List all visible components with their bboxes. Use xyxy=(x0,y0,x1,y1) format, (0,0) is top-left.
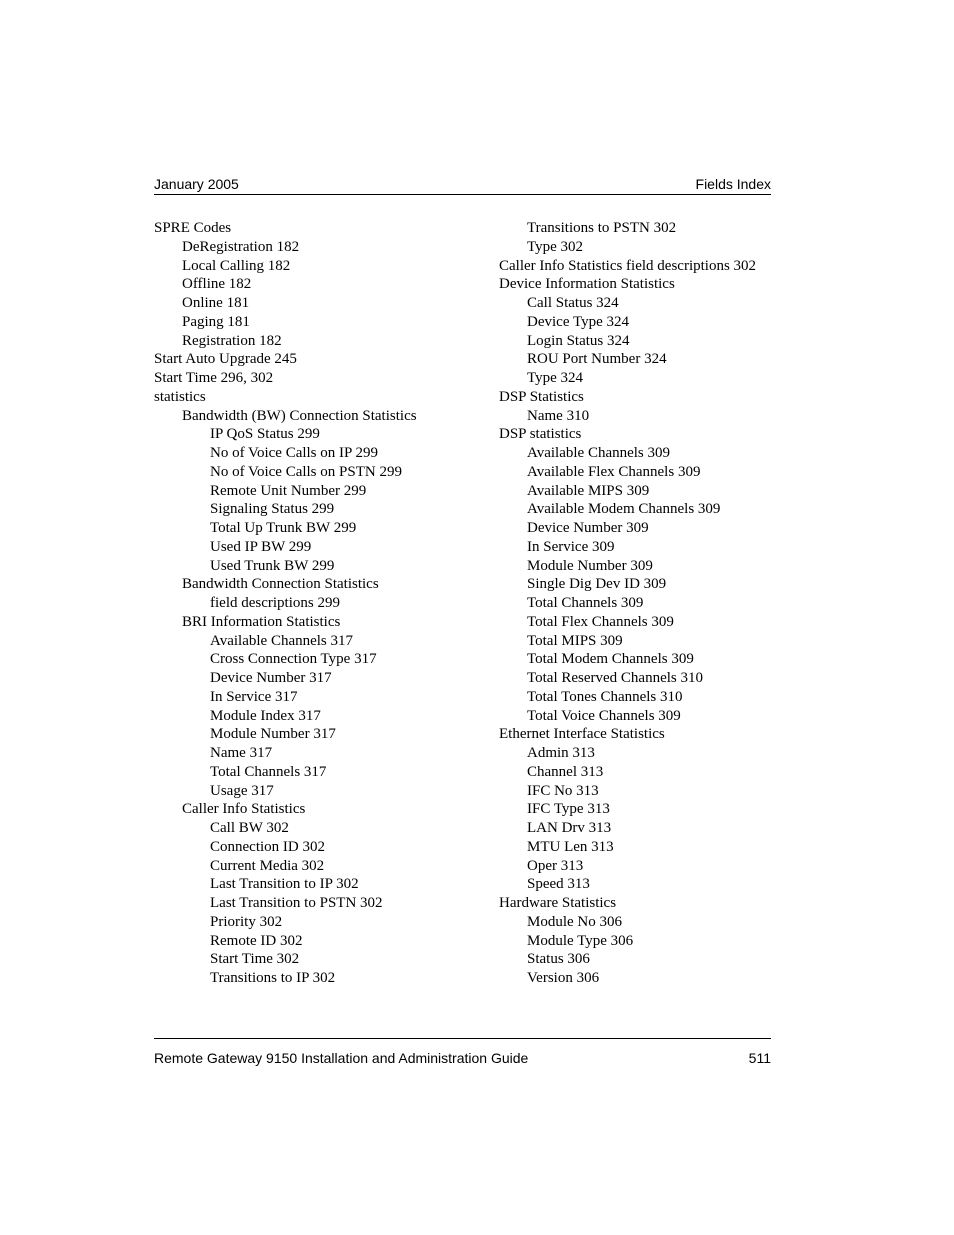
index-subentry: No of Voice Calls on PSTN 299 xyxy=(210,463,402,480)
index-subentry: IFC Type 313 xyxy=(527,801,610,818)
index-subentry: Current Media 302 xyxy=(210,857,325,874)
index-subentry: Available Channels 317 xyxy=(210,632,354,649)
index-subentry: Total Reserved Channels 310 xyxy=(527,670,703,686)
index-entry: statistics xyxy=(154,388,206,405)
index-subentry: Cross Connection Type 317 xyxy=(210,651,377,668)
index-subentry: No of Voice Calls on IP 299 xyxy=(210,445,379,461)
index-subentry: In Service 309 xyxy=(527,538,615,555)
index-subentry: Device Number 309 xyxy=(527,520,649,536)
index-subentry: Available MIPS 309 xyxy=(527,482,650,499)
index-subentry: Priority 302 xyxy=(210,913,283,930)
index-subentry: Online 181 xyxy=(182,295,250,311)
index-subentry: Total Voice Channels 309 xyxy=(527,707,681,724)
index-subentry: Oper 313 xyxy=(527,857,584,874)
index-column-right xyxy=(499,219,789,988)
index-subentry: DeRegistration 182 xyxy=(182,238,300,255)
index-subentry: Transitions to IP 302 xyxy=(210,970,336,986)
index-subentry: Used IP BW 299 xyxy=(210,538,312,555)
index-subentry: Call Status 324 xyxy=(527,295,619,311)
index-subentry: Last Transition to IP 302 xyxy=(210,876,359,893)
index-subentry: Bandwidth Connection Statistics xyxy=(182,576,379,593)
index-subentry: Available Channels 309 xyxy=(527,445,671,461)
index-subentry: Bandwidth (BW) Connection Statistics xyxy=(182,407,417,424)
index-subentry: Usage 317 xyxy=(210,782,274,799)
index-subentry: Last Transition to PSTN 302 xyxy=(210,895,383,911)
index-subentry: Registration 182 xyxy=(182,332,282,349)
header-rule xyxy=(154,194,771,195)
index-entry: Start Time 296, 302 xyxy=(154,370,274,386)
index-subentry: field descriptions 299 xyxy=(210,595,340,611)
index-subentry: Paging 181 xyxy=(182,313,250,330)
index-subentry: Module Index 317 xyxy=(210,707,321,724)
index-subentry: Offline 182 xyxy=(182,276,252,293)
index-subentry: Transitions to PSTN 302 xyxy=(527,220,677,236)
index-subentry: In Service 317 xyxy=(210,688,298,705)
index-subentry: Used Trunk BW 299 xyxy=(210,557,335,574)
index-subentry: Total Flex Channels 309 xyxy=(527,613,674,630)
index-subentry: MTU Len 313 xyxy=(527,838,614,855)
index-entry: DSP Statistics xyxy=(499,388,584,405)
index-subentry: Admin 313 xyxy=(527,745,595,761)
index-entry: Start Auto Upgrade 245 xyxy=(154,351,297,368)
index-subentry: Name 317 xyxy=(210,745,273,761)
index-subentry: Signaling Status 299 xyxy=(210,501,335,518)
footer-rule xyxy=(154,1038,771,1039)
page-footer xyxy=(154,1049,771,1069)
index-subentry: IP QoS Status 299 xyxy=(210,426,320,443)
header-date: January 2005 xyxy=(154,176,239,192)
index-subentry: Module Number 309 xyxy=(527,557,653,574)
index-subentry: Module Number 317 xyxy=(210,726,336,743)
header-section-title: Fields Index xyxy=(695,176,771,192)
index-subentry: Module No 306 xyxy=(527,913,622,930)
index-subentry: Type 302 xyxy=(527,238,584,255)
index-subentry: Total Channels 317 xyxy=(210,763,327,780)
index-subentry: Start Time 302 xyxy=(210,951,300,968)
index-subentry: Call BW 302 xyxy=(210,820,289,836)
index-subentry: Device Type 324 xyxy=(527,313,629,330)
index-subentry: Total Channels 309 xyxy=(527,595,644,611)
index-subentry: BRI Information Statistics xyxy=(182,613,341,630)
index-subentry: Remote ID 302 xyxy=(210,932,303,949)
index-subentry: Connection ID 302 xyxy=(210,838,325,855)
index-subentry: Total MIPS 309 xyxy=(527,632,623,649)
index-subentry: Total Up Trunk BW 299 xyxy=(210,520,357,536)
index-subentry: Module Type 306 xyxy=(527,932,634,949)
index-column-left xyxy=(154,219,494,988)
page-number: 511 xyxy=(748,1050,771,1066)
index-entry: DSP statistics xyxy=(499,426,582,443)
index-entry: SPRE Codes xyxy=(154,220,232,236)
index-subentry: Local Calling 182 xyxy=(182,257,291,274)
index-subentry: Name 310 xyxy=(527,407,590,424)
index-subentry: Available Flex Channels 309 xyxy=(527,463,701,480)
index-subentry: Type 324 xyxy=(527,370,584,386)
index-subentry: Login Status 324 xyxy=(527,332,630,349)
index-subentry: Single Dig Dev ID 309 xyxy=(527,576,667,593)
index-entry: Caller Info Statistics field descriptions 302 xyxy=(499,257,757,274)
footer-book-title: Remote Gateway 9150 Installation and Administration Guide xyxy=(154,1050,529,1066)
index-subentry: Total Modem Channels 309 xyxy=(527,651,694,668)
index-subentry: Speed 313 xyxy=(527,876,590,893)
index-subentry: Available Modem Channels 309 xyxy=(527,501,721,518)
index-subentry: IFC No 313 xyxy=(527,782,599,799)
index-subentry: ROU Port Number 324 xyxy=(527,351,667,368)
index-subentry: Caller Info Statistics xyxy=(182,801,306,818)
index-entry: Ethernet Interface Statistics xyxy=(499,726,665,743)
index-subentry: Status 306 xyxy=(527,951,590,968)
index-subentry: Total Tones Channels 310 xyxy=(527,688,683,705)
index-subentry: Version 306 xyxy=(527,970,600,986)
index-subentry: Remote Unit Number 299 xyxy=(210,482,367,499)
index-entry: Hardware Statistics xyxy=(499,895,617,911)
index-subentry: Device Number 317 xyxy=(210,670,332,686)
index-subentry: Channel 313 xyxy=(527,763,604,780)
index-subentry: LAN Drv 313 xyxy=(527,820,612,836)
page-header xyxy=(154,174,771,194)
index-entry: Device Information Statistics xyxy=(499,276,675,293)
